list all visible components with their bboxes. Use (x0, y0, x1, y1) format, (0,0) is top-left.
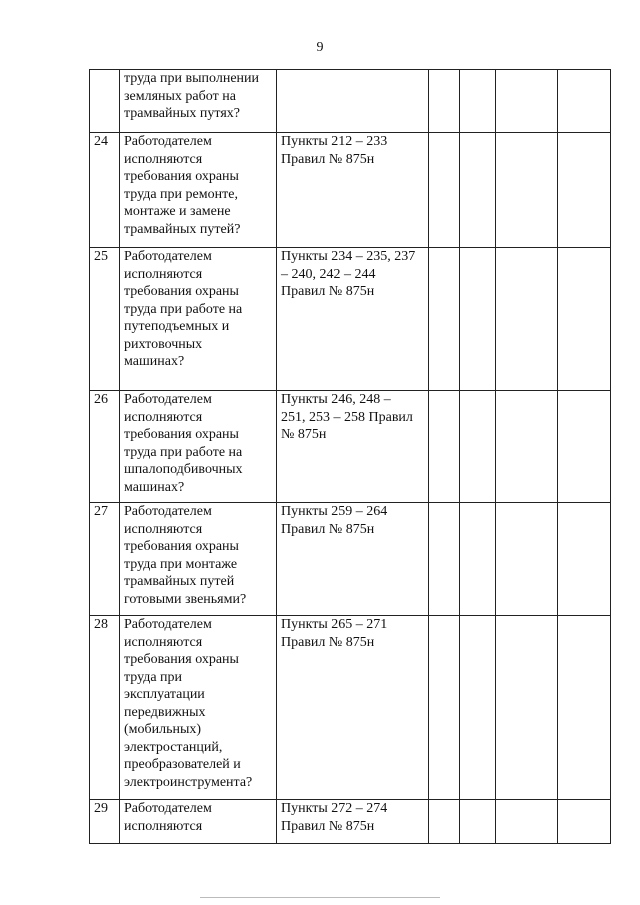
row-number: 29 (90, 800, 120, 844)
remarks-cell[interactable] (558, 616, 611, 800)
answer-cell-no[interactable] (460, 70, 496, 133)
remarks-cell[interactable] (558, 133, 611, 248)
reference-cell: Пункты 212 – 233 Правил № 875н (277, 133, 429, 248)
answer-cell-yes[interactable] (429, 391, 460, 503)
row-number: 28 (90, 616, 120, 800)
table-row (90, 133, 611, 248)
question-cell: Работодателем исполняются требования охраны труда при работе на шпалоподбивочных машинах? (120, 391, 277, 503)
reference-cell: Пункты 272 – 274 Правил № 875н (277, 800, 429, 844)
answer-cell-na[interactable] (496, 616, 558, 800)
reference-cell: Пункты 259 – 264 Правил № 875н (277, 503, 429, 616)
remarks-cell[interactable] (558, 391, 611, 503)
answer-cell-na[interactable] (496, 800, 558, 844)
answer-cell-na[interactable] (496, 503, 558, 616)
answer-cell-na[interactable] (496, 70, 558, 133)
question-cell: Работодателем исполняются требования охраны труда при работе на путеподъемных и рихтовочных машинах? (120, 248, 277, 391)
remarks-cell[interactable] (558, 70, 611, 133)
answer-cell-na[interactable] (496, 133, 558, 248)
answer-cell-na[interactable] (496, 391, 558, 503)
page-number: 9 (316, 40, 324, 55)
remarks-cell[interactable] (558, 503, 611, 616)
table-row (90, 800, 611, 844)
reference-cell: Пункты 246, 248 – 251, 253 – 258 Правил № 875н (277, 391, 429, 503)
table-row (90, 616, 611, 800)
remarks-cell[interactable] (558, 248, 611, 391)
answer-cell-no[interactable] (460, 133, 496, 248)
remarks-cell[interactable] (558, 800, 611, 844)
answer-cell-yes[interactable] (429, 248, 460, 391)
question-cell: Работодателем исполняются требования охраны труда при монтаже трамвайных путей готовыми звеньями? (120, 503, 277, 616)
scan-edge-line (200, 897, 440, 898)
answer-cell-yes[interactable] (429, 503, 460, 616)
answer-cell-no[interactable] (460, 503, 496, 616)
answer-cell-yes[interactable] (429, 800, 460, 844)
table-row (90, 70, 611, 133)
row-number: 27 (90, 503, 120, 616)
table-row (90, 248, 611, 391)
reference-cell (277, 70, 429, 133)
answer-cell-yes[interactable] (429, 70, 460, 133)
row-number: 25 (90, 248, 120, 391)
table-row (90, 503, 611, 616)
answer-cell-yes[interactable] (429, 133, 460, 248)
question-cell: Работодателем исполняются требования охраны труда при эксплуатации передвижных (мобильных) электростанций, преобразователей и электроинструмента? (120, 616, 277, 800)
answer-cell-na[interactable] (496, 248, 558, 391)
answer-cell-no[interactable] (460, 616, 496, 800)
answer-cell-no[interactable] (460, 248, 496, 391)
row-number (90, 70, 120, 133)
row-number: 26 (90, 391, 120, 503)
question-cell: Работодателем исполняются (120, 800, 277, 844)
answer-cell-no[interactable] (460, 391, 496, 503)
question-cell: труда при выполнении земляных работ на трамвайных путях? (120, 70, 277, 133)
checklist-table (89, 69, 611, 844)
question-cell: Работодателем исполняются требования охраны труда при ремонте, монтаже и замене трамвайных путей? (120, 133, 277, 248)
answer-cell-yes[interactable] (429, 616, 460, 800)
row-number: 24 (90, 133, 120, 248)
answer-cell-no[interactable] (460, 800, 496, 844)
reference-cell: Пункты 265 – 271 Правил № 875н (277, 616, 429, 800)
table-row (90, 391, 611, 503)
reference-cell: Пункты 234 – 235, 237 – 240, 242 – 244 Правил № 875н (277, 248, 429, 391)
